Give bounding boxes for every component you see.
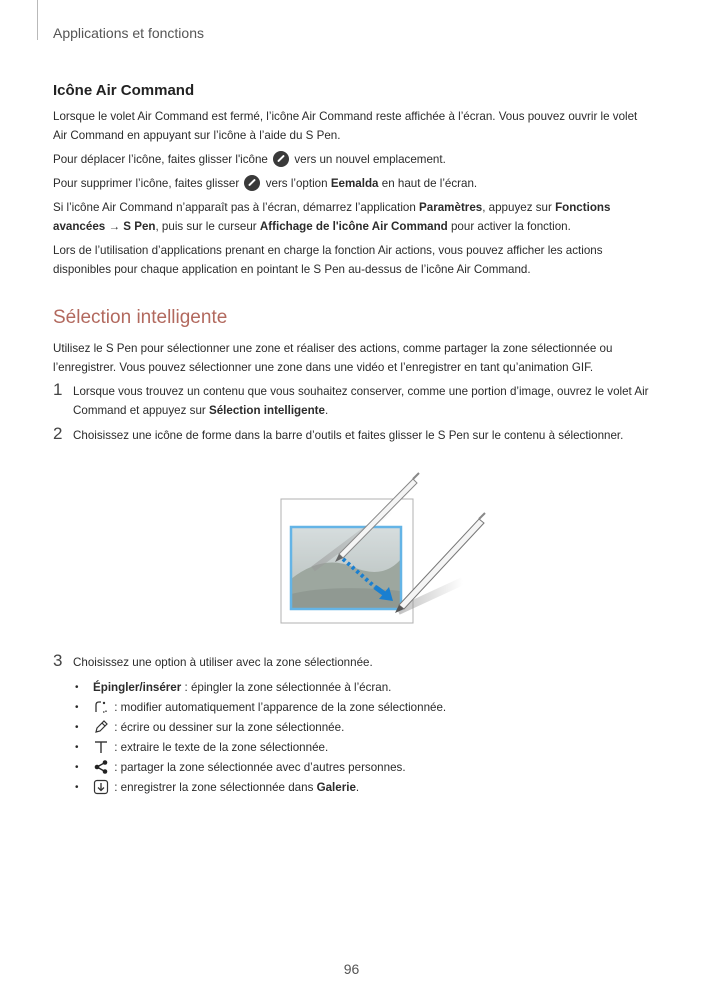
option-save: • : enregistrer la zone sélectionnée dans Galerie. (75, 778, 650, 798)
option-pin: • Épingler/insérer : épingler la zone sélectionnée à l’écran. (75, 678, 650, 698)
auto-adjust-icon (93, 699, 109, 715)
option-draw: • : écrire ou dessiner sur la zone sélectionnée. (75, 718, 650, 738)
step-1: 1 Lorsque vous trouvez un contenu que vous souhaitez conserver, comme une portion d’image, ouvrez le volet Air Command et appuyez sur Sélection intelligente. (53, 380, 649, 417)
smart-select-heading: Sélection intelligente (53, 307, 228, 328)
option-share: • : partager la zone sélectionnée avec d’autres personnes. (75, 758, 650, 778)
smart-select-illustration (53, 459, 650, 639)
step-number: 3 (53, 651, 63, 670)
air-command-icon (273, 151, 289, 167)
text-extract-icon (93, 739, 109, 755)
air-command-paragraph-1: Lorsque le volet Air Command est fermé, l’icône Air Command reste affichée à l’écran. Vous pouvez ouvrir le volet Air Command en appuyant sur l’icône à l’aide du S Pen. (53, 110, 638, 142)
air-command-heading: Icône Air Command (53, 82, 195, 99)
illustration-svg (53, 459, 650, 639)
share-icon (93, 759, 109, 775)
option-extract-text: • : extraire le texte de la zone sélectionnée. (75, 738, 650, 758)
running-header: Applications et fonctions (53, 25, 204, 41)
air-command-icon (244, 175, 260, 191)
option-auto-adjust: • : modifier automatiquement l’apparence de la zone sélectionnée. (75, 698, 650, 718)
air-command-paragraph-4: Si l’icône Air Command n’apparaît pas à l’écran, démarrez l’application Paramètres, appuyez sur Fonctions avancées → S Pen, puis sur le curseur Affichage de l'icône Air Command pour activer la fonction. (53, 201, 611, 233)
pen-draw-icon (93, 719, 109, 735)
step-number: 1 (53, 380, 63, 399)
page-number: 96 (343, 961, 360, 977)
page-content (53, 82, 650, 798)
air-command-paragraph-3: Pour supprimer l’icône, faites glisser vers l’option Eemalda en haut de l’écran. (53, 177, 478, 190)
option-list (53, 678, 650, 798)
step-3: 3 Choisissez une option à utiliser avec la zone sélectionnée. (53, 651, 373, 670)
smart-select-intro: Utilisez le S Pen pour sélectionner une zone et réaliser des actions, comme partager la zone sélectionnée ou l’enregistrer. Vous pouvez sélectionner une zone dans une vidéo et l’enregistrer en tant qu’animation GIF. (53, 342, 613, 374)
save-icon (93, 779, 109, 795)
air-command-paragraph-2: Pour déplacer l’icône, faites glisser l'icône vers un nouvel emplacement. (53, 153, 446, 166)
air-command-paragraph-5: Lors de l’utilisation d’applications prenant en charge la fonction Air actions, vous pouvez afficher les actions disponibles pour chaque application en pointant le S Pen au-dessus de l’icône Air Command. (53, 244, 603, 276)
step-number: 2 (53, 424, 63, 443)
step-2: 2 Choisissez une icône de forme dans la barre d’outils et faites glisser le S Pen sur le contenu à sélectionner. (53, 424, 624, 443)
page-margin-rule (37, 0, 38, 40)
